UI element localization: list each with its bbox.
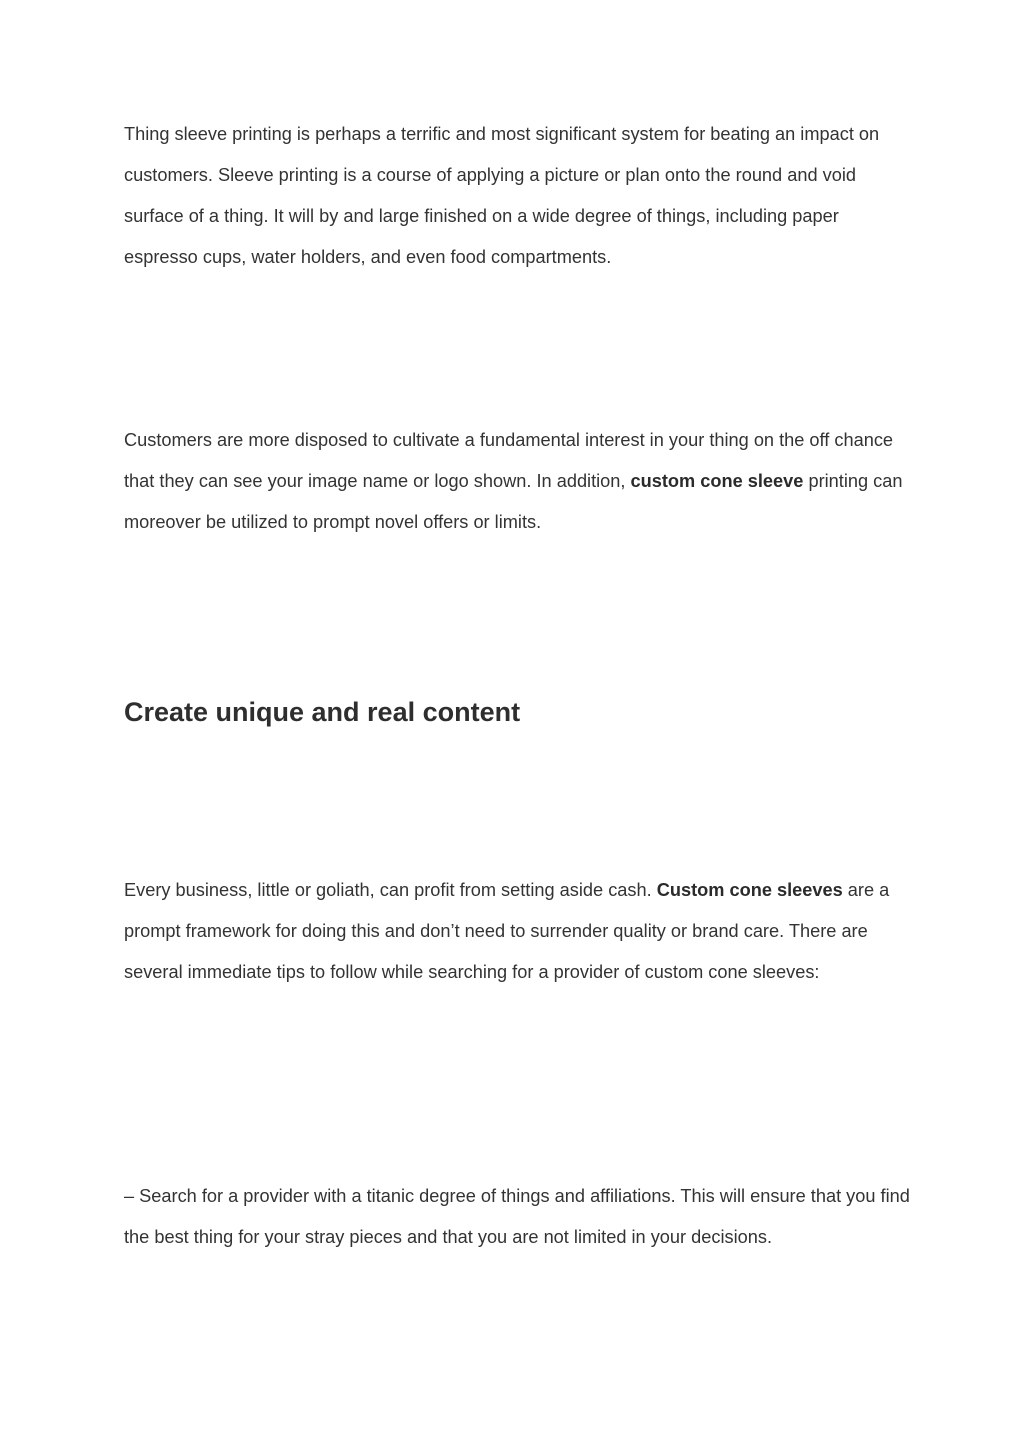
paragraph-customer-interest xyxy=(124,420,914,543)
paragraph-text: Thing sleeve printing is perhaps a terrific and most significant system for beating an impact on customers. Sleeve printing is a course of applying a picture or plan onto the round and void surface of a thing. It will by and large finished on a wide degree of things, including paper espresso cups, water holders, and even food compartments. xyxy=(124,124,880,267)
bold-phrase: custom cone sleeve xyxy=(630,471,804,491)
paragraph-text-after: printing can moreover be utilized to prompt novel offers or limits. xyxy=(124,471,903,532)
bold-phrase: Custom cone sleeves xyxy=(656,880,843,900)
paragraph-text-before: Customers are more disposed to cultivate a fundamental interest in your thing on the off chance that they can see your image name or logo shown. In addition, xyxy=(124,430,894,491)
section-heading: Create unique and real content xyxy=(124,697,521,727)
paragraph-provider-tip xyxy=(124,1176,914,1258)
paragraph-text-before: Every business, little or goliath, can profit from setting aside cash. xyxy=(124,880,657,900)
paragraph-text-after: are a prompt framework for doing this and don’t need to surrender quality or brand care. There are several immediate tips to follow while searching for a provider of custom cone sleeves: xyxy=(124,880,890,982)
paragraph-saving-cash xyxy=(124,870,914,993)
paragraph-sleeve-printing-intro xyxy=(124,114,914,278)
paragraph-text: – Search for a provider with a titanic degree of things and affiliations. This will ensure that you find the best thing for your stray pieces and that you are not limited in your decisions. xyxy=(124,1186,910,1247)
